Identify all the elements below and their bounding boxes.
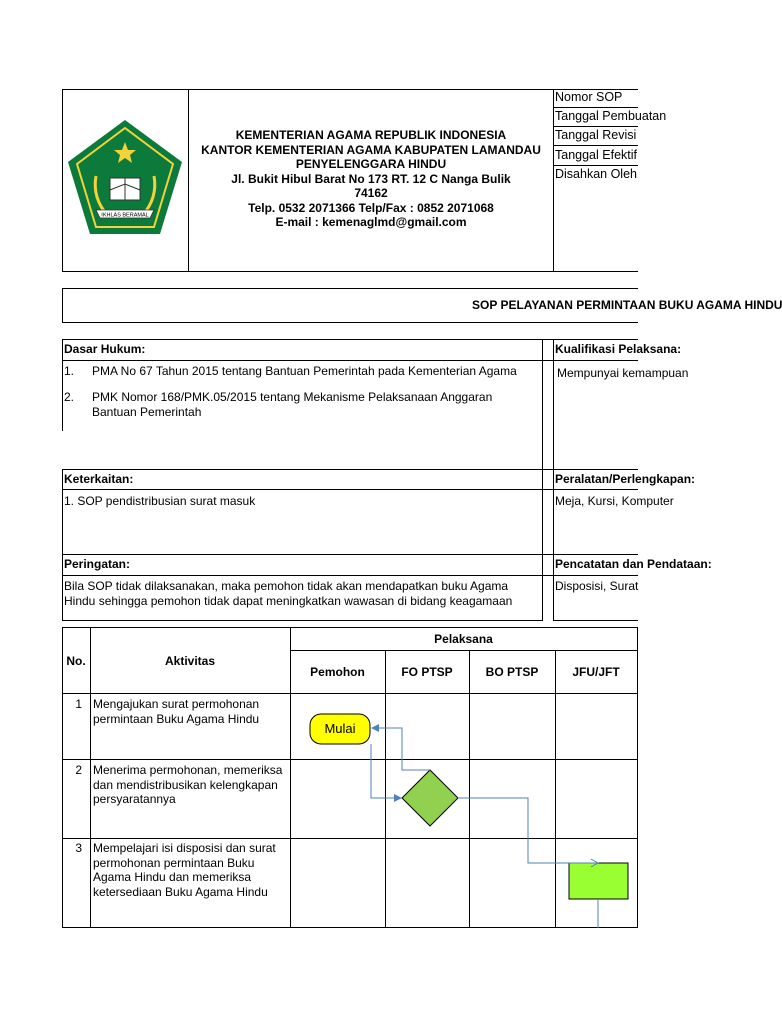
role-fo-ptsp-header: FO PTSP: [401, 665, 453, 679]
flow-process-box: [569, 863, 628, 899]
peringatan-label: Peringatan:: [64, 557, 131, 571]
meta-tanggal-pembuatan: Tanggal Pembuatan: [555, 109, 667, 123]
org-phone: Telp. 0532 2071366 Telp/Fax : 0852 2071068: [248, 200, 494, 215]
org-postal-code: 74162: [354, 186, 388, 200]
peralatan-label: Peralatan/Perlengkapan:: [555, 472, 696, 486]
org-address-line: Jl. Bukit Hibul Barat No 173 RT. 12 C Nanga Bulik: [231, 171, 511, 186]
flow-connector-decision-to-start: [374, 728, 430, 770]
meta-tanggal-revisi: Tanggal Revisi: [555, 128, 637, 142]
pencatatan-text: Disposisi, Surat: [555, 579, 639, 593]
role-bo-ptsp-header: BO PTSP: [485, 665, 539, 679]
dasar-hukum-num-2: 2.: [64, 390, 75, 404]
row-2-no: 2: [75, 763, 82, 777]
row-3-no: 3: [75, 841, 82, 855]
flow-decision-diamond: [402, 770, 458, 826]
meta-tanggal-efektif: Tanggal Efektif: [555, 148, 637, 162]
peralatan-text: Meja, Kursi, Komputer: [555, 494, 674, 508]
flow-arrowhead-decision: [394, 794, 402, 802]
org-line-3: PENYELENGGARA HINDU: [295, 157, 447, 171]
keterkaitan-label: Keterkaitan:: [64, 472, 134, 486]
org-line-2: KANTOR KEMENTERIAN AGAMA KABUPATEN LAMANDAU: [201, 142, 541, 157]
flow-start-label: Mulai: [324, 721, 356, 736]
keterkaitan-text: 1. SOP pendistribusian surat masuk: [64, 494, 256, 508]
flow-connector-start-to-decision: [371, 744, 400, 798]
org-email: E-mail : kemenaglmd@gmail.com: [275, 215, 467, 229]
row-3-activity: Mempelajari isi disposisi dan surat permohonan permintaan Buku Agama Hindu dan memeriksa ketersediaan Buku Agama Hindu: [93, 841, 276, 899]
flow-arrowhead-start: [371, 724, 379, 732]
meta-disahkan-oleh: Disahkan Oleh: [555, 167, 637, 181]
flow-connector-decision-to-process: [458, 798, 597, 863]
dasar-hukum-label: Dasar Hukum:: [64, 342, 146, 356]
col-no-header: No.: [66, 654, 86, 668]
row-1-no: 1: [75, 697, 82, 711]
row-2-activity: Menerima permohonan, memeriksa dan mendistribusikan kelengkapan persyaratannya: [93, 763, 283, 806]
col-pelaksana-header: Pelaksana: [434, 632, 493, 646]
kualifikasi-text: Mempunyai kemampuan: [557, 366, 689, 380]
org-line-1: KEMENTERIAN AGAMA REPUBLIK INDONESIA: [235, 128, 507, 142]
col-aktivitas-header: Aktivitas: [164, 654, 216, 668]
pencatatan-label: Pencatatan dan Pendataan:: [555, 557, 712, 571]
role-jfu-jft-header: JFU/JFT: [572, 665, 620, 679]
kualifikasi-label: Kualifikasi Pelaksana:: [555, 342, 682, 356]
meta-nomor-sop: Nomor SOP: [555, 90, 623, 104]
row-1-activity: Mengajukan surat permohonan permintaan Buku Agama Hindu: [93, 697, 260, 726]
svg-text:IKHLAS BERAMAL: IKHLAS BERAMAL: [101, 212, 149, 219]
peringatan-text: Bila SOP tidak dilaksanakan, maka pemohon tidak akan mendapatkan buku Agama Hindu sehingga pemohon tidak dapat meningkatkan wawasan di bidang keagamaan: [64, 579, 513, 608]
dasar-hukum-item-1: PMA No 67 Tahun 2015 tentang Bantuan Pemerintah pada Kementerian Agama: [92, 364, 517, 378]
dasar-hukum-num-1: 1.: [64, 364, 75, 378]
role-pemohon-header: Pemohon: [310, 665, 365, 679]
dasar-hukum-item-2: PMK Nomor 168/PMK.05/2015 tentang Mekanisme Pelaksanaan Anggaran Bantuan Pemerintah: [92, 390, 493, 419]
sop-title: SOP PELAYANAN PERMINTAAN BUKU AGAMA HINDU: [472, 298, 782, 312]
